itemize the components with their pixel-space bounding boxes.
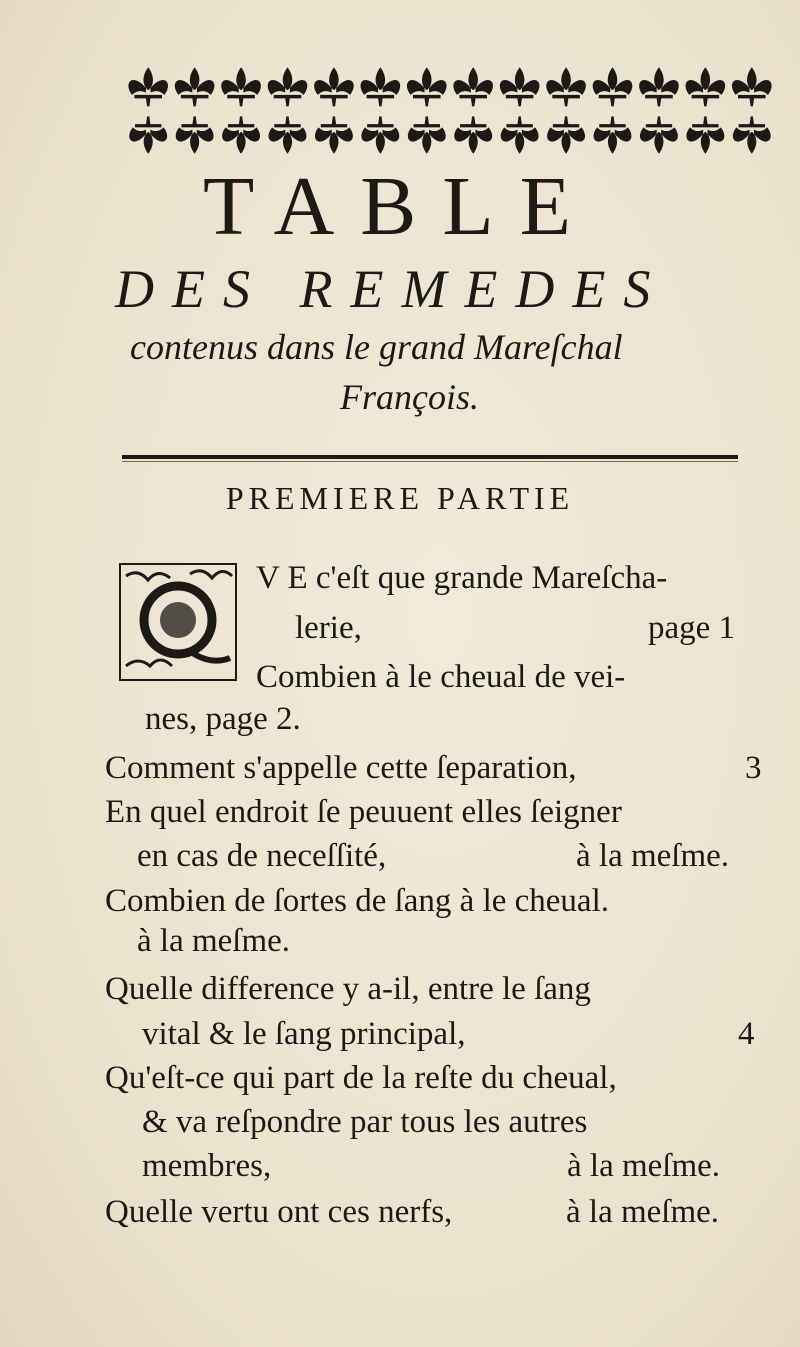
fleuron-icon [176, 116, 214, 153]
page-subtitle: DES REMEDES [115, 259, 669, 319]
fleuron-icon [361, 116, 399, 153]
fleuron-icon [269, 116, 307, 153]
entry-line-11-page: 4 [738, 1016, 755, 1052]
entry-line-15-page: à la meſme. [566, 1194, 720, 1230]
entry-line-4: nes, page 2. [145, 701, 301, 737]
entry-line-8: Combien de ſortes de ſang à le cheual. [105, 883, 609, 919]
entry-line-9: à la meſme. [137, 923, 291, 959]
fleuron-icon [501, 116, 539, 153]
fleuron-icon [315, 116, 353, 153]
entry-line-7-page: à la meſme. [576, 838, 730, 874]
fleuron-icon [222, 116, 260, 153]
fleuron-icon [128, 67, 168, 106]
fleuron-icon [361, 67, 401, 106]
part-heading: PREMIERE PARTIE [225, 480, 575, 516]
entry-line-5-page: 3 [745, 750, 762, 786]
fleuron-icon [546, 67, 586, 106]
subtitle-line-2: contenus dans le grand Mareſchal [130, 327, 623, 367]
entry-line-1: V E c'eſt que grande Mareſcha- [256, 560, 668, 596]
fleuron-icon [640, 116, 678, 153]
fleuron-icon [454, 116, 492, 153]
entry-line-10: Quelle difference y a-il, entre le ſang [105, 971, 591, 1007]
fleuron-icon [407, 67, 447, 106]
fleuron-icon [686, 67, 726, 106]
fleuron-ornament-band [125, 62, 775, 162]
decorated-initial-q-icon [118, 562, 238, 682]
entry-line-5: Comment s'appelle cette ſeparation, [105, 750, 577, 786]
divider-rule-thin [122, 461, 738, 462]
entry-line-3: Combien à le cheual de vei- [256, 659, 626, 695]
fleuron-icon [593, 67, 633, 106]
fleuron-icon [221, 67, 261, 106]
fleuron-icon [500, 67, 540, 106]
fleuron-icon [453, 67, 493, 106]
fleuron-icon [686, 116, 724, 153]
fleuron-icon [639, 67, 679, 106]
fleuron-icon [268, 67, 308, 106]
entry-line-2-page: page 1 [648, 610, 736, 646]
divider-rule [122, 455, 738, 459]
entry-line-12: Qu'eſt-ce qui part de la reſte du cheual, [105, 1060, 617, 1096]
fleuron-icon [594, 116, 632, 153]
fleuron-icon [408, 116, 446, 153]
entry-line-15: Quelle vertu ont ces nerfs, [105, 1194, 453, 1230]
subtitle-line-3: François. [340, 377, 479, 417]
entry-line-13: & va reſpondre par tous les autres [142, 1104, 588, 1140]
fleuron-icon [547, 116, 585, 153]
fleuron-icon [733, 116, 771, 153]
fleuron-icon [129, 116, 167, 153]
entry-line-6: En quel endroit ſe peuuent elles ſeigner [105, 794, 622, 830]
fleuron-icon [175, 67, 215, 106]
entry-line-2: lerie, [295, 610, 362, 646]
entry-line-11: vital & le ſang principal, [142, 1016, 466, 1052]
fleuron-icon [314, 67, 354, 106]
entry-line-14: membres, [142, 1148, 272, 1184]
entry-line-14-page: à la meſme. [567, 1148, 721, 1184]
fleuron-icon [732, 67, 772, 106]
page-title: TABLE [203, 160, 597, 253]
entry-line-7: en cas de neceſſité, [137, 838, 387, 874]
